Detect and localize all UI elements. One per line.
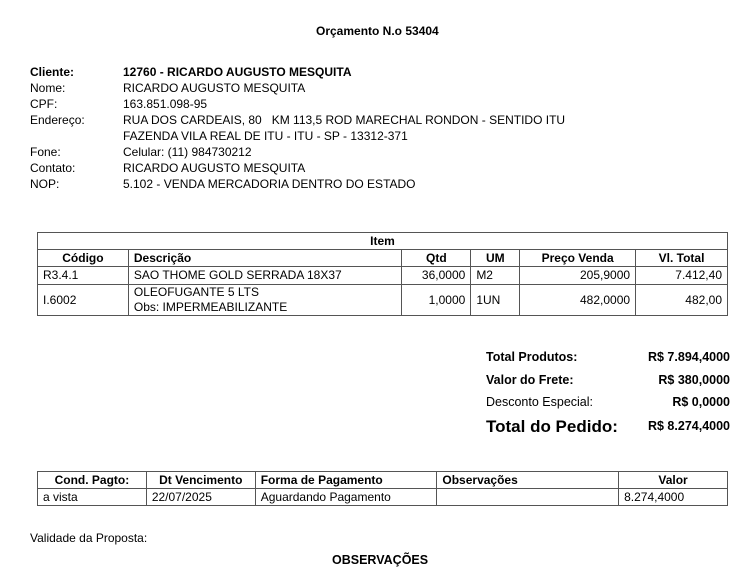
contato-value: RICARDO AUGUSTO MESQUITA (123, 161, 306, 175)
endereco-label: Endereço: (30, 113, 85, 127)
payment-valor: 8.274,4000 (619, 489, 728, 506)
item-obs: Obs: IMPERMEABILIZANTE (133, 300, 288, 314)
col-qtd-header: Qtd (402, 250, 471, 267)
cliente-value: 12760 - RICARDO AUGUSTO MESQUITA (123, 65, 352, 79)
item-descricao: OLEOFUGANTE 5 LTS (133, 285, 259, 299)
nome-label: Nome: (30, 81, 66, 95)
endereco-line1: RUA DOS CARDEAIS, 80 KM 113,5 ROD MARECHAL RONDON - SENTIDO ITU (123, 113, 566, 127)
col-venc-header: Dt Vencimento (146, 472, 255, 489)
item-qtd: 1,0000 (402, 285, 471, 316)
desconto-label: Desconto Especial: (486, 395, 594, 409)
col-forma-header: Forma de Pagamento (255, 472, 437, 489)
nop-label: NOP: (30, 177, 60, 191)
col-codigo-header: Código (38, 250, 129, 267)
items-caption: Item (38, 233, 728, 250)
table-row (38, 267, 728, 285)
items-header-row (38, 250, 728, 267)
total-pedido-value: R$ 8.274,4000 (647, 419, 730, 433)
cliente-label: Cliente: (30, 65, 75, 79)
item-preco: 205,9000 (520, 267, 636, 285)
col-descricao-header: Descrição (128, 250, 402, 267)
col-total-header: Vl. Total (636, 250, 728, 267)
col-obs-header: Observações (437, 472, 619, 489)
validade-label: Validade da Proposta: (30, 531, 148, 545)
item-um: M2 (471, 267, 520, 285)
item-descricao-cell (128, 285, 402, 316)
total-produtos-value: R$ 7.894,4000 (647, 350, 730, 364)
fone-value: Celular: (11) 984730212 (123, 145, 252, 159)
desconto-value: R$ 0,0000 (672, 395, 730, 409)
col-cond-header: Cond. Pagto: (38, 472, 147, 489)
item-codigo: R3.4.1 (38, 267, 129, 285)
endereco-line2: FAZENDA VILA REAL DE ITU - ITU - SP - 13312-371 (123, 129, 408, 143)
fone-label: Fone: (30, 145, 61, 159)
payment-obs (437, 489, 619, 506)
contato-label: Contato: (30, 161, 76, 175)
cpf-value: 163.851.098-95 (123, 97, 208, 111)
payment-cond: a vista (38, 489, 147, 506)
table-row (38, 285, 728, 316)
total-pedido-label: Total do Pedido: (486, 417, 618, 436)
valor-frete-label: Valor do Frete: (486, 373, 574, 387)
payment-header-row (38, 472, 728, 489)
table-row (38, 489, 728, 506)
col-um-header: UM (471, 250, 520, 267)
cpf-label: CPF: (30, 97, 58, 111)
payment-venc: 22/07/2025 (146, 489, 255, 506)
items-caption-row (38, 233, 728, 250)
nop-value: 5.102 - VENDA MERCADORIA DENTRO DO ESTADO (123, 177, 416, 191)
col-valor-header: Valor (619, 472, 728, 489)
item-total: 482,00 (636, 285, 728, 316)
total-produtos-label: Total Produtos: (486, 350, 578, 364)
payment-forma: Aguardando Pagamento (255, 489, 437, 506)
item-um: 1UN (471, 285, 520, 316)
observacoes-title: OBSERVAÇÕES (332, 553, 429, 567)
nome-value: RICARDO AUGUSTO MESQUITA (123, 81, 306, 95)
item-total: 7.412,40 (636, 267, 728, 285)
item-descricao: SAO THOME GOLD SERRADA 18X37 (128, 267, 402, 285)
document-title: Orçamento N.o 53404 (316, 24, 439, 38)
item-qtd: 36,0000 (402, 267, 471, 285)
item-codigo: I.6002 (38, 285, 129, 316)
valor-frete-value: R$ 380,0000 (658, 373, 730, 387)
item-preco: 482,0000 (520, 285, 636, 316)
col-preco-header: Preço Venda (520, 250, 636, 267)
items-table (37, 232, 728, 316)
payment-table (37, 471, 728, 506)
